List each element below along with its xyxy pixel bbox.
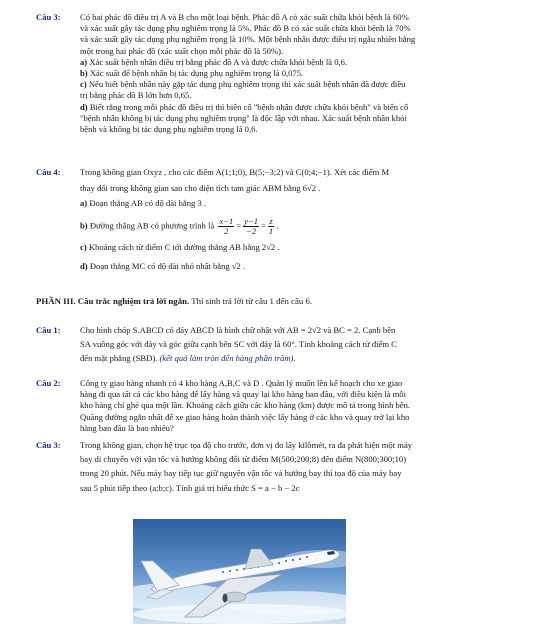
option-tag: c) xyxy=(80,79,87,90)
option-text: Xác suất bệnh nhân điều trị bằng phác đồ A và được chữa khỏi bệnh là 0,6. xyxy=(89,56,348,67)
question-stem-line: một trong hai phác đồ (xác suất chọn mỗi phác đồ là 50%). xyxy=(80,45,284,56)
question-line: Trong không gian, chọn hệ trục tọa độ cho trước, đơn vị đo lấy kilômét, ra đa phát hiện một máy xyxy=(80,440,413,450)
question-text: đến mặt phẳng (SBD). xyxy=(80,353,158,364)
option-tag: c) xyxy=(80,241,87,252)
question-stem-line: và xác suất gây tác dụng phụ nghiêm trọng là 10%. Một bệnh nhân được điều trị ngẫu nhiên bằng xyxy=(80,34,416,45)
airplane-illustration xyxy=(133,519,346,624)
option-text: Đoạn thẳng AB có độ dài bằng 3 . xyxy=(89,198,207,209)
option-tag: d) xyxy=(80,101,88,112)
section-title: PHẦN III. Câu trắc nghiệm trả lời ngắn. xyxy=(36,296,190,306)
question-line: SA vuông góc với đáy và góc giữa cạnh bên SC với đáy là 60°. Tính khoảng cách từ điểm C xyxy=(80,339,397,350)
option-b xyxy=(80,68,506,79)
fraction xyxy=(268,217,274,236)
option-text: Khoảng cách từ điểm C tới đường thẳng AB bằng 2√2 . xyxy=(88,241,280,252)
question-label: Câu 2: xyxy=(36,378,61,388)
fraction-num: x−1 xyxy=(219,215,234,226)
question-3-block xyxy=(36,12,506,135)
section-instruction: Thí sinh trả lời từ câu 1 đến câu 6. xyxy=(189,296,313,306)
option-d xyxy=(80,102,506,113)
option-b: b) Đường thẳng AB có phương trình là $\frac{x-1}{2}$ = $\frac{y-1}{-2}$ = $\frac{z}{1}$ . xyxy=(80,215,279,236)
question-line: hàng đi qua tất cả các kho hàng để lấy hàng và quay lại kho hàng ban đầu, với điều kiện là mỗi xyxy=(80,389,406,400)
question-stem-line: thay đổi trong không gian sao cho diện tích tam giác ABM bằng 6√2 . xyxy=(80,183,321,194)
fraction-den: 1 xyxy=(268,225,274,236)
short-question-3-block xyxy=(36,440,506,494)
question-line: trong 20 phút. Nếu máy bay tiếp tục giữ nguyên vận tốc và hướng bay thì tọa độ của máy bay xyxy=(80,468,402,479)
question-line: Cho hình chóp S.ABCD có đáy ABCD là hình chữ nhật với AB = 2√2 và BC = 2. Cạnh bên xyxy=(80,325,396,335)
question-stem-line: Trong không gian Oxyz , cho các điểm A(1;1;0), B(5;−3;2) và C(0;4;−1). Xét các điểm M xyxy=(80,167,390,177)
question-line: sau 5 phút tiếp theo (a;b;c). Tính giá trị biểu thức S = a − b − 2c xyxy=(80,482,300,493)
option-tag: b) xyxy=(80,220,88,231)
option-d-cont: "bệnh nhân không bị tác dụng phụ nghiêm trọng" là độc lập với nhau. Xác suất bệnh nhân khỏi xyxy=(80,112,407,123)
short-question-2-block xyxy=(36,378,506,434)
option-c-cont: trị bằng phác đồ B lớn hơn 0,65. xyxy=(80,90,192,101)
option-text: Biết rằng trong mỗi phác đồ điều trị thì biến cố "bệnh nhân được chữa khỏi bệnh" và biến cố xyxy=(89,101,409,112)
option-tag: a) xyxy=(80,56,88,67)
fraction xyxy=(243,217,259,236)
question-stem-line: Có hai phác đồ điều trị A và B cho một loại bệnh. Phác đồ A có xác suất chữa khỏi bệnh là 60% xyxy=(80,12,409,22)
option-tag: d) xyxy=(80,260,88,271)
option-c xyxy=(80,79,506,90)
fraction-num: z xyxy=(269,215,273,226)
question-line: hàng ban đầu là bao nhiêu? xyxy=(80,422,174,433)
fraction-den: 2 xyxy=(224,225,229,236)
option-tag: b) xyxy=(80,68,88,79)
option-text: Xác suất để bệnh nhân bị tác dụng phụ nghiêm trọng là 0,075. xyxy=(89,68,304,79)
question-4-block xyxy=(36,167,506,272)
fraction-den: −2 xyxy=(246,225,257,236)
question-label: Câu 3: xyxy=(36,12,61,22)
fraction xyxy=(218,217,234,236)
question-line: Quãng đường ngắn nhất để xe giao hàng hoàn thành việc lấy hàng ở các kho và quay trở lại kho xyxy=(80,411,410,422)
fraction-num: y−1 xyxy=(244,215,259,226)
section-heading xyxy=(36,296,516,307)
option-a xyxy=(80,198,506,209)
option-text: Đoạn thẳng MC có độ dài nhỏ nhất bằng √2 . xyxy=(89,260,246,271)
question-label: Câu 4: xyxy=(36,167,61,177)
airplane-image xyxy=(133,519,346,624)
question-line: kho hàng chỉ ghé qua một lần. Khoảng cách giữa các kho hàng (km) được mô tả trong hình bên. xyxy=(80,400,411,411)
option-c xyxy=(80,242,506,253)
question-label: Câu 3: xyxy=(36,440,61,450)
rounding-hint: (kết quả làm tròn đến hàng phần trăm). xyxy=(159,353,296,364)
short-question-1-block xyxy=(36,325,506,365)
question-stem-line: và xác suất gây tác dụng phụ nghiêm trọng là 5%. Phác đồ B có xác suất chữa khỏi bệnh là 70% xyxy=(80,23,411,34)
option-d-cont: bệnh và không bị tác dụng phụ nghiêm trọng là 0,6. xyxy=(80,124,258,135)
question-line: Công ty giao hàng nhanh có 4 kho hàng A,B,C và D . Quản lý muốn lên kế hoạch cho xe giao xyxy=(80,378,403,388)
option-text: Nếu biết bệnh nhân này gặp tác dụng phụ nghiêm trọng thì xác suất bệnh nhân đã được điều xyxy=(88,79,406,90)
option-text: Đường thẳng AB có phương trình là xyxy=(89,220,215,231)
option-tag: a) xyxy=(80,198,88,209)
question-line: bay di chuyển với vận tốc và hướng không đổi từ điểm M(500;200;8) đến điểm N(800;300;10) xyxy=(80,454,407,465)
question-line xyxy=(80,353,506,364)
option-d xyxy=(80,261,506,272)
option-a xyxy=(80,57,506,68)
question-label: Câu 1: xyxy=(36,325,61,335)
